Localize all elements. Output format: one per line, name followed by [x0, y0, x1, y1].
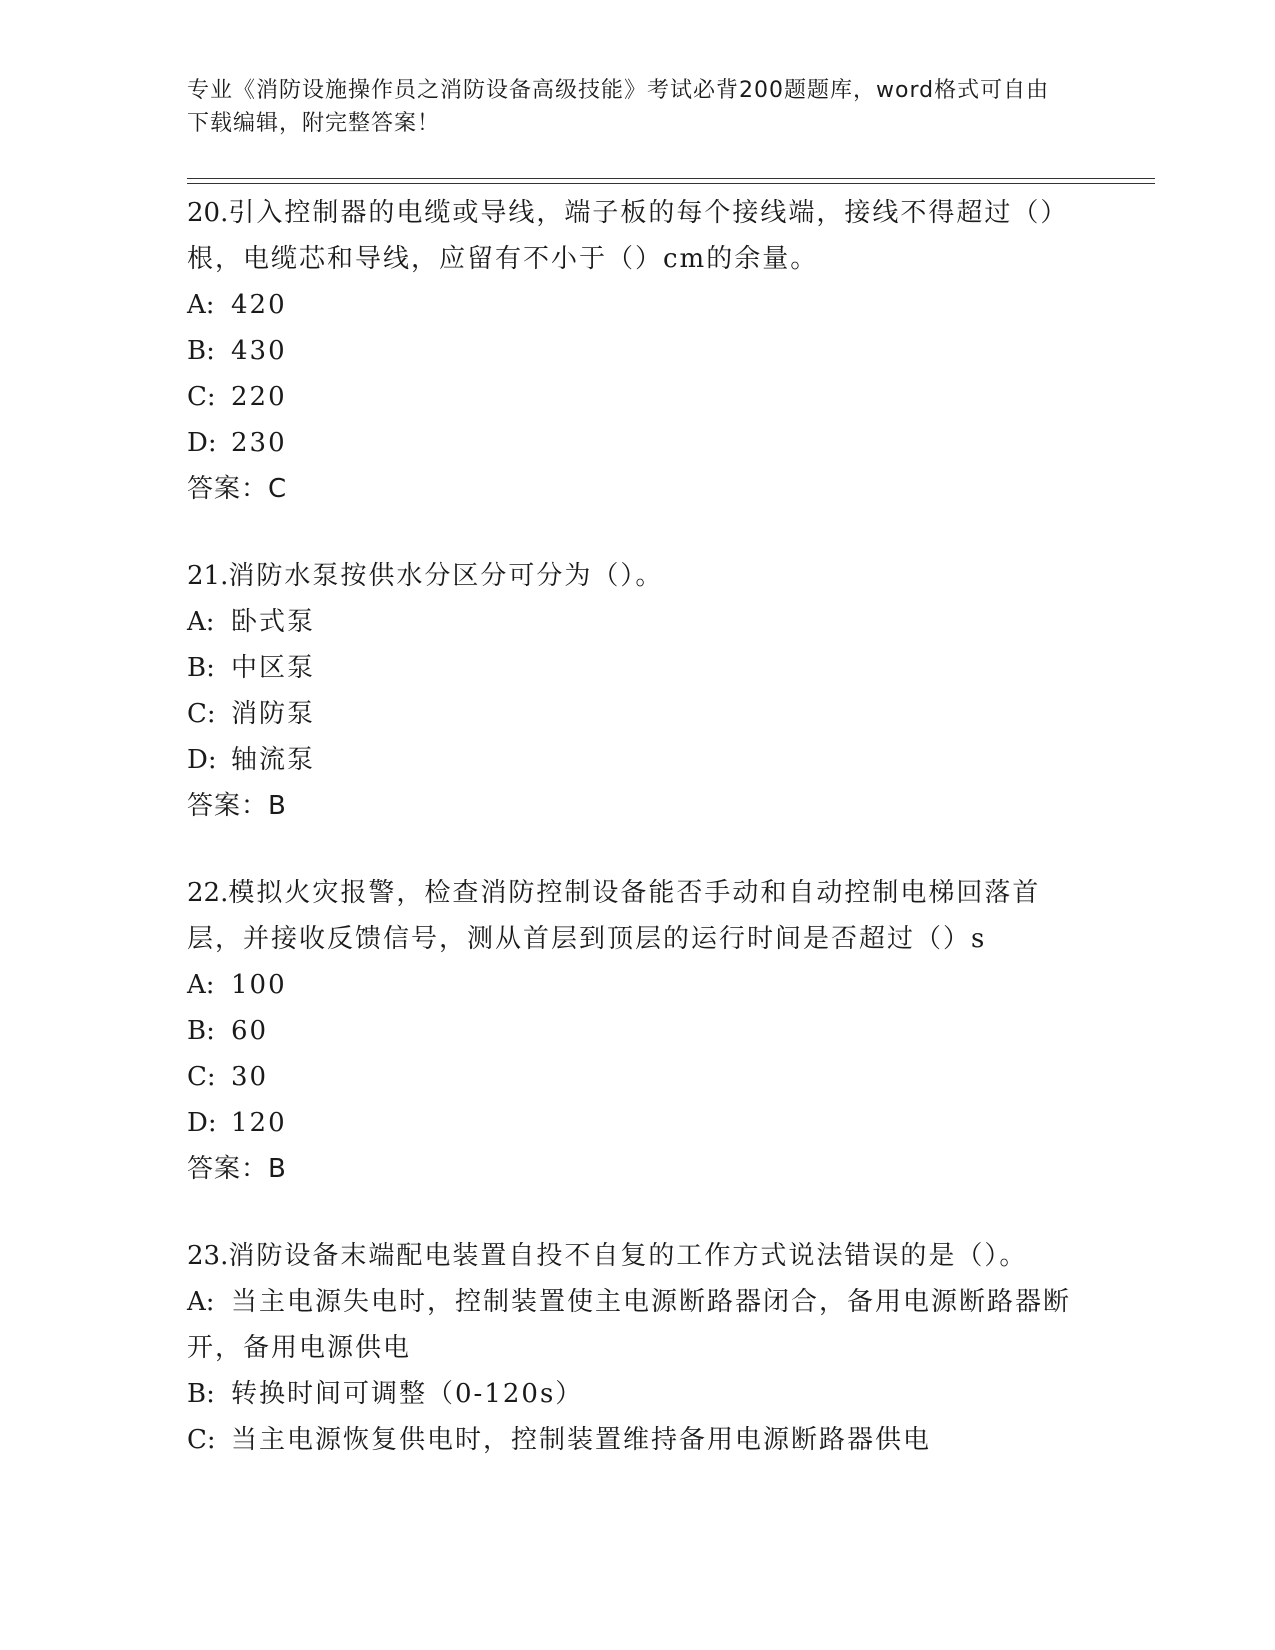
option-b [187, 645, 1087, 691]
option-b [187, 1371, 1087, 1417]
header-divider-bottom [187, 183, 1155, 184]
question-23 [187, 1233, 1087, 1463]
answer-line: 答案：C [187, 474, 288, 504]
option-label: D: [187, 745, 217, 775]
option-text: 消防泵 [231, 699, 316, 729]
option-text: 60 [231, 1016, 269, 1046]
option-text: 卧式泵 [231, 607, 316, 637]
option-text: 220 [231, 382, 287, 412]
option-text: 30 [231, 1062, 269, 1092]
option-c [187, 1417, 1087, 1463]
question-stem [187, 553, 1087, 599]
option-label: C: [187, 1425, 216, 1455]
option-text: 当主电源恢复供电时，控制装置维持备用电源断路器供电 [231, 1425, 932, 1455]
option-b [187, 328, 1087, 374]
option-text: 当主电源失电时，控制装置使主电源断路器闭合，备用电源断路器断开，备用电源供电 [187, 1287, 1072, 1363]
document-header: 专业《消防设施操作员之消防设备高级技能》考试必背200题题库，word格式可自由下载编辑，附完整答案！ [187, 78, 1050, 136]
option-label: D: [187, 428, 217, 458]
option-label: B: [187, 653, 215, 683]
option-c [187, 691, 1087, 737]
option-label: C: [187, 382, 216, 412]
option-label: B: [187, 1379, 215, 1409]
question-stem [187, 190, 1087, 282]
question-20 [187, 190, 1087, 512]
question-22 [187, 870, 1087, 1192]
option-a [187, 962, 1087, 1008]
header-divider-top [187, 178, 1155, 179]
option-label: A: [187, 970, 215, 1000]
question-number: 22. [187, 878, 229, 908]
option-label: C: [187, 699, 216, 729]
option-label: B: [187, 336, 215, 366]
question-text: 引入控制器的电缆或导线，端子板的每个接线端，接线不得超过（）根，电缆芯和导线，应留有不小于（）cm的余量。 [187, 198, 1069, 274]
option-text: 100 [231, 970, 287, 1000]
question-stem [187, 1233, 1087, 1279]
option-a [187, 599, 1087, 645]
option-label: C: [187, 1062, 216, 1092]
question-list [187, 190, 1087, 1504]
question-number: 23. [187, 1241, 229, 1271]
question-text: 消防水泵按供水分区分可分为（）。 [228, 561, 664, 591]
option-label: D: [187, 1108, 217, 1138]
option-text: 430 [231, 336, 287, 366]
option-label: A: [187, 290, 215, 320]
option-text: 中区泵 [231, 653, 316, 683]
option-c [187, 1054, 1087, 1100]
question-stem [187, 870, 1087, 962]
option-text: 120 [231, 1108, 287, 1138]
option-d [187, 420, 1087, 466]
option-d [187, 1100, 1087, 1146]
option-text: 转换时间可调整（0-120s） [231, 1379, 584, 1409]
option-c [187, 374, 1087, 420]
question-text: 模拟火灾报警，检查消防控制设备能否手动和自动控制电梯回落首层，并接收反馈信号，测从首层到顶层的运行时间是否超过（）s [187, 878, 1041, 954]
option-a [187, 1279, 1087, 1371]
answer-line: 答案：B [187, 791, 287, 821]
option-label: A: [187, 1287, 215, 1317]
option-a [187, 282, 1087, 328]
question-number: 20. [187, 198, 229, 228]
question-text: 消防设备末端配电装置自投不自复的工作方式说法错误的是（）。 [228, 1241, 1028, 1271]
question-number: 21. [187, 561, 229, 591]
option-label: B: [187, 1016, 215, 1046]
answer-line: 答案：B [187, 1154, 287, 1184]
option-text: 230 [231, 428, 287, 458]
option-text: 轴流泵 [231, 745, 316, 775]
option-d [187, 737, 1087, 783]
option-text: 420 [231, 290, 287, 320]
option-label: A: [187, 607, 215, 637]
option-b [187, 1008, 1087, 1054]
question-21 [187, 553, 1087, 829]
